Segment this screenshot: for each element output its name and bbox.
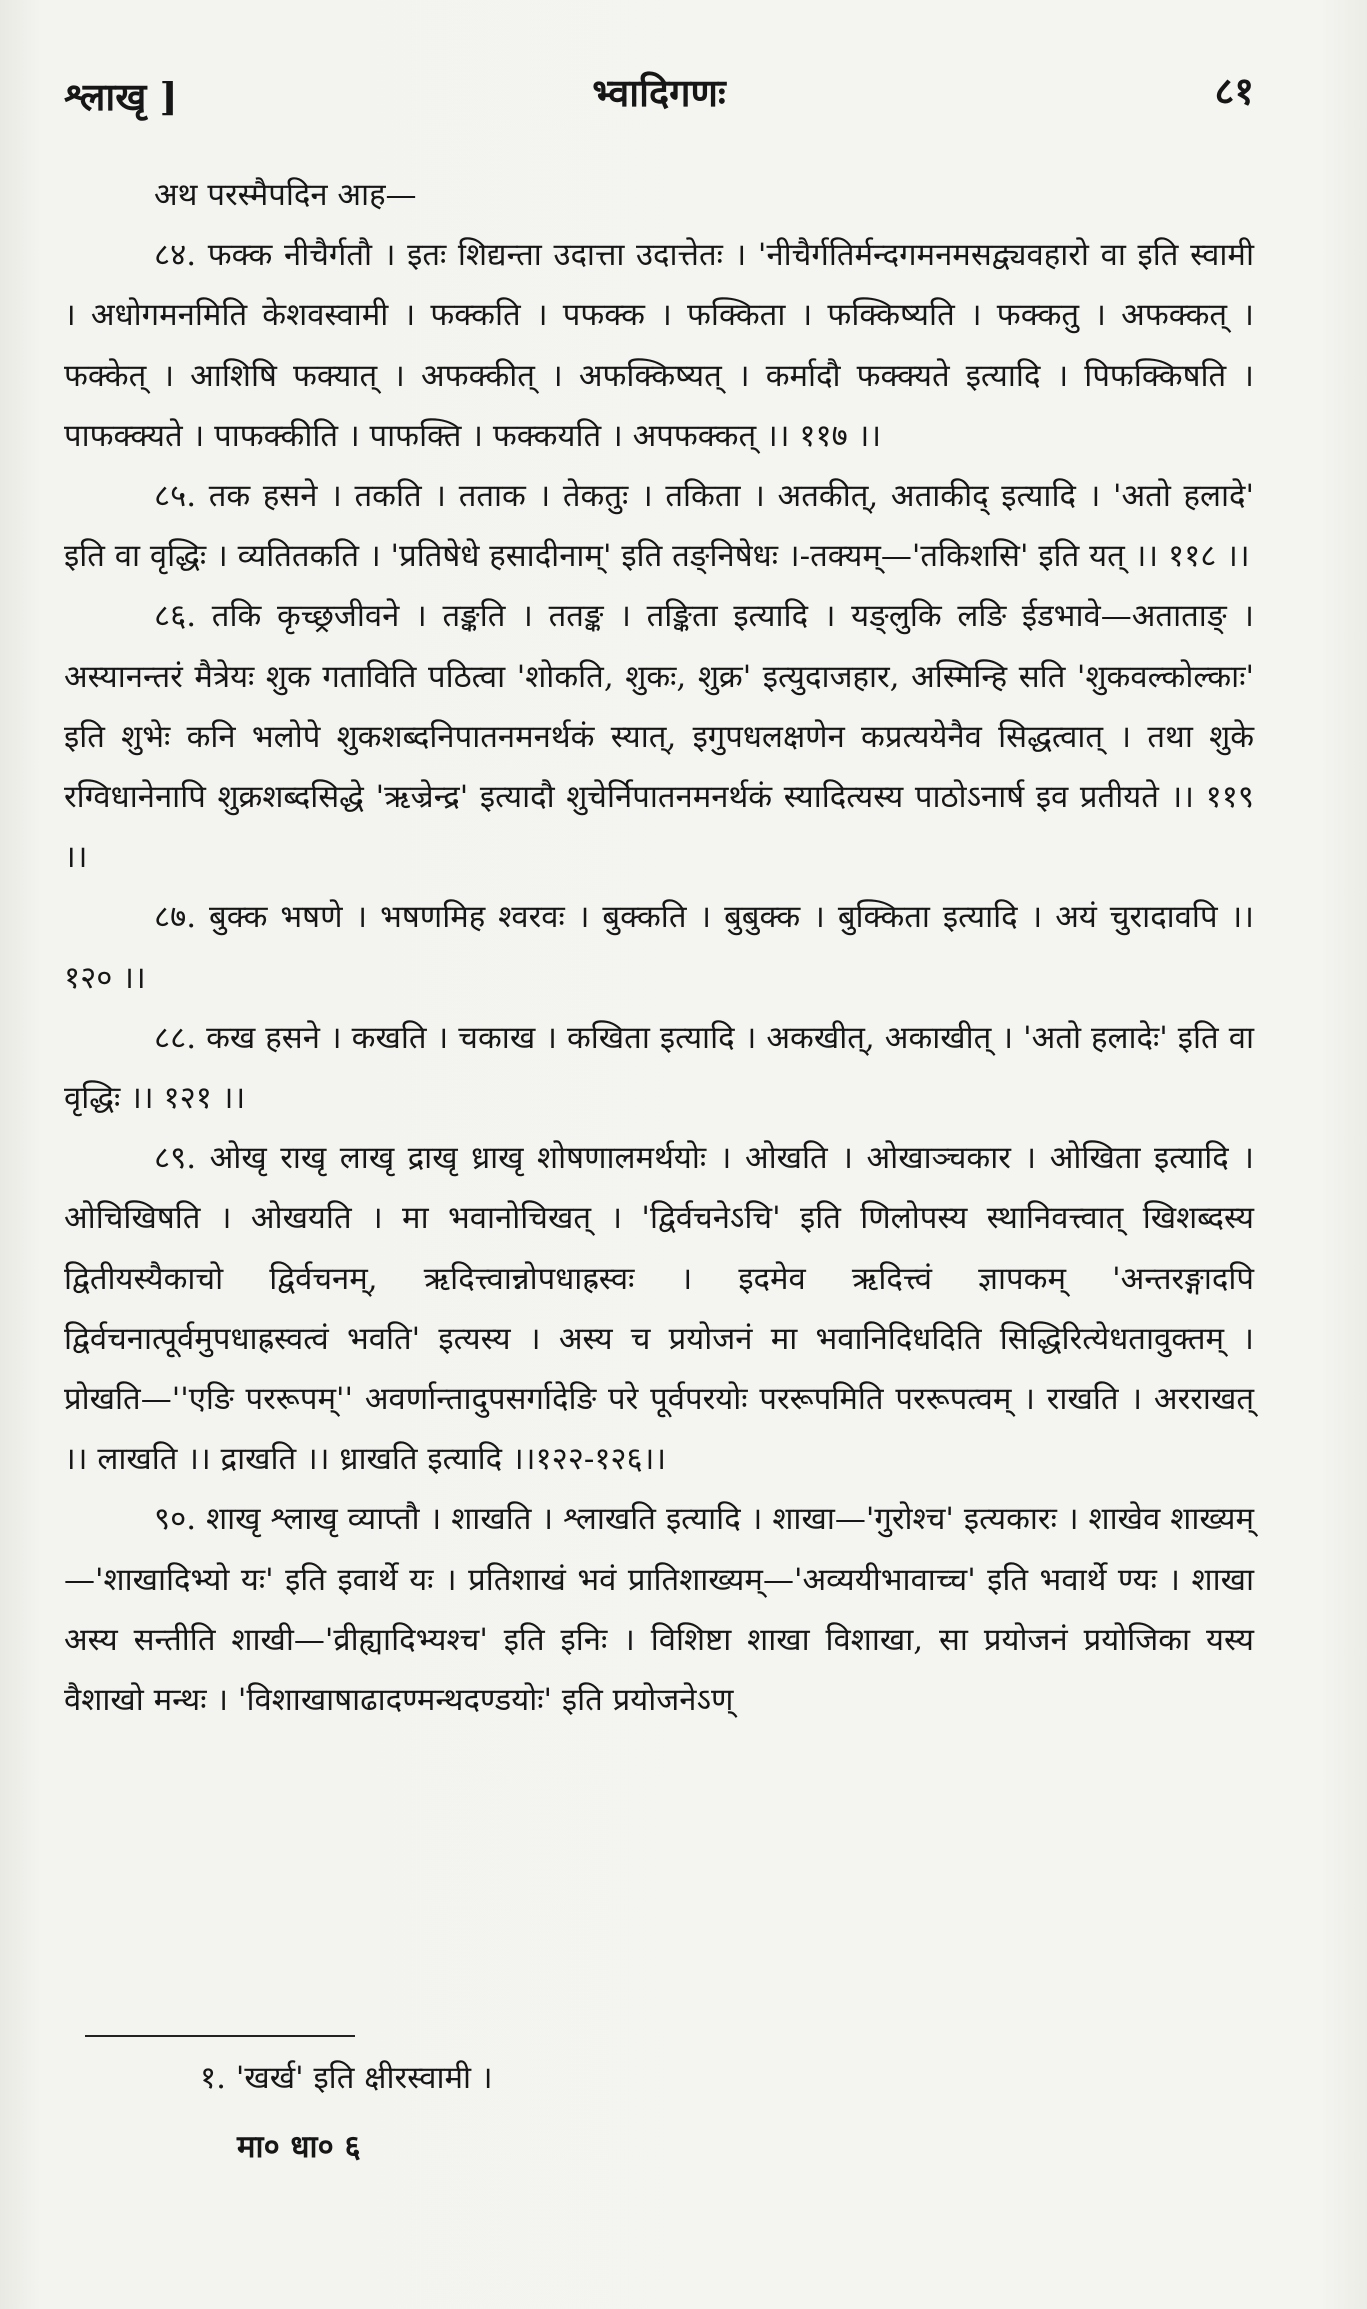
running-header bbox=[64, 60, 1254, 130]
footnote-divider bbox=[85, 2035, 355, 2037]
intro-line: अथ परस्मैपदिन आह— bbox=[154, 177, 417, 213]
paragraph-88: ८८. कख हसने । कखति । चकाख । कखिता इत्यादि । अकखीत्, अकाखीत् । 'अतो हलादेः' इति वा वृद्धिः ।। १२१ ।। bbox=[64, 1019, 1254, 1117]
paragraph-87: ८७. बुक्क भषणे । भषणमिह श्वरवः । बुक्कति । बुबुक्क । बुक्किता इत्यादि । अयं चुरादावपि ।। १२० ।। bbox=[64, 899, 1254, 996]
footnote: १. 'खर्ख' इति क्षीरस्वामी । bbox=[200, 2060, 493, 2096]
printer-signature: मा० धा० ६ bbox=[237, 2129, 361, 2165]
header-root-range: श्लाखृ ] bbox=[64, 74, 178, 119]
paragraph-85: ८५. तक हसने । तकति । तताक । तेकतुः । तकिता । अतकीत्, अताकीद् इत्यादि । 'अतो हलादे' इति वा वृद्धिः । व्यतितकति । 'प्रतिषेधे हसादीनाम्' इति तङ्निषेधः ।-तक्यम्—'तकिशसि' इति यत् ।। ११८ ।। bbox=[64, 478, 1254, 575]
paragraph-86: ८६. तकि कृच्छ्रजीवने । तङ्कति । ततङ्क । तङ्किता इत्यादि । यङ्लुकि लङि ईडभावे—अताताङ् । अस्यानन्तरं मैत्रेयः शुक गताविति पठित्वा 'शोकति, शुकः, शुक्र' इत्युदाजहार, अस्मिन्हि सति 'शुकवल्कोल्काः' इति शुभेः कनि भलोपे शुकशब्दनिपातनमनर्थकं स्यात्, इगुपधलक्षणेन कप्रत्ययेनैव सिद्धत्वात् । तथा शुके रग्विधानेनापि शुक्रशब्दसिद्धे 'ऋज्रेन्द्र' इत्यादौ शुचेर्निपातनमनर्थकं स्यादित्यस्य पाठोऽनार्ष इव प्रतीयते ।। ११९ ।। bbox=[64, 598, 1254, 876]
header-chapter-title: भ्वादिगणः bbox=[592, 70, 726, 115]
main-text bbox=[64, 165, 1254, 1730]
page-number: ८१ bbox=[1214, 68, 1254, 113]
paragraph-89: ८९. ओखृ राखृ लाखृ द्राखृ ध्राखृ शोषणालमर्थयोः । ओखति । ओखाञ्चकार । ओखिता इत्यादि । ओचिखिषति । ओखयति । मा भवानोचिखत् । 'द्विर्वचनेऽचि' इति णिलोपस्य स्थानिवत्त्वात् खिशब्दस्य द्वितीयस्यैकाचो द्विर्वचनम्, ऋदित्त्वान्नोपधाह्रस्वः । इदमेव ऋदित्त्वं ज्ञापकम् 'अन्तरङ्गादपि द्विर्वचनात्पूर्वमुपधाह्रस्वत्वं भवति' इत्यस्य । अस्य च प्रयोजनं मा भवानिदिधदिति सिद्धिरित्येधतावुक्तम् । प्रोखति—''एङि पररूपम्'' अवर्णान्तादुपसर्गादेङि परे पूर्वपरयोः पररूपमिति पररूपत्वम् । राखति । अरराखत् ।। लाखति ।। द्राखति ।। ध्राखति इत्यादि ।।१२२-१२६।। bbox=[64, 1140, 1254, 1478]
paragraph-90: ९०. शाखृ श्लाखृ व्याप्तौ । शाखति । श्लाखति इत्यादि । शाखा—'गुरोश्च' इत्यकारः । शाखेव शाख्यम्—'शाखादिभ्यो यः' इति इवार्थे यः । प्रतिशाखं भवं प्रातिशाख्यम्—'अव्ययीभावाच्च' इति भवार्थे ण्यः । शाखा अस्य सन्तीति शाखी—'व्रीह्यादिभ्यश्च' इति इनिः । विशिष्टा शाखा विशाखा, सा प्रयोजनं प्रयोजिका यस्य वैशाखो मन्थः । 'विशाखाषाढादण्मन्थदण्डयोः' इति प्रयोजनेऽण् bbox=[64, 1501, 1254, 1719]
paragraph-84: ८४. फक्क नीचैर्गतौ । इतः शिद्यन्ता उदात्ता उदात्तेतः । 'नीचैर्गतिर्मन्दगमनमसद्व्यवहारो वा इति स्वामी । अधोगमनमिति केशवस्वामी । फक्कति । पफक्क । फक्किता । फक्किष्यति । फक्कतु । अफक्कत् । फक्केत् । आशिषि फक्यात् । अफक्कीत् । अफक्किष्यत् । कर्मादौ फक्क्यते इत्यादि । पिफक्किषति । पाफक्क्यते । पाफक्कीति । पाफक्ति । फक्कयति । अपफक्कत् ।। ११७ ।। bbox=[64, 237, 1254, 454]
